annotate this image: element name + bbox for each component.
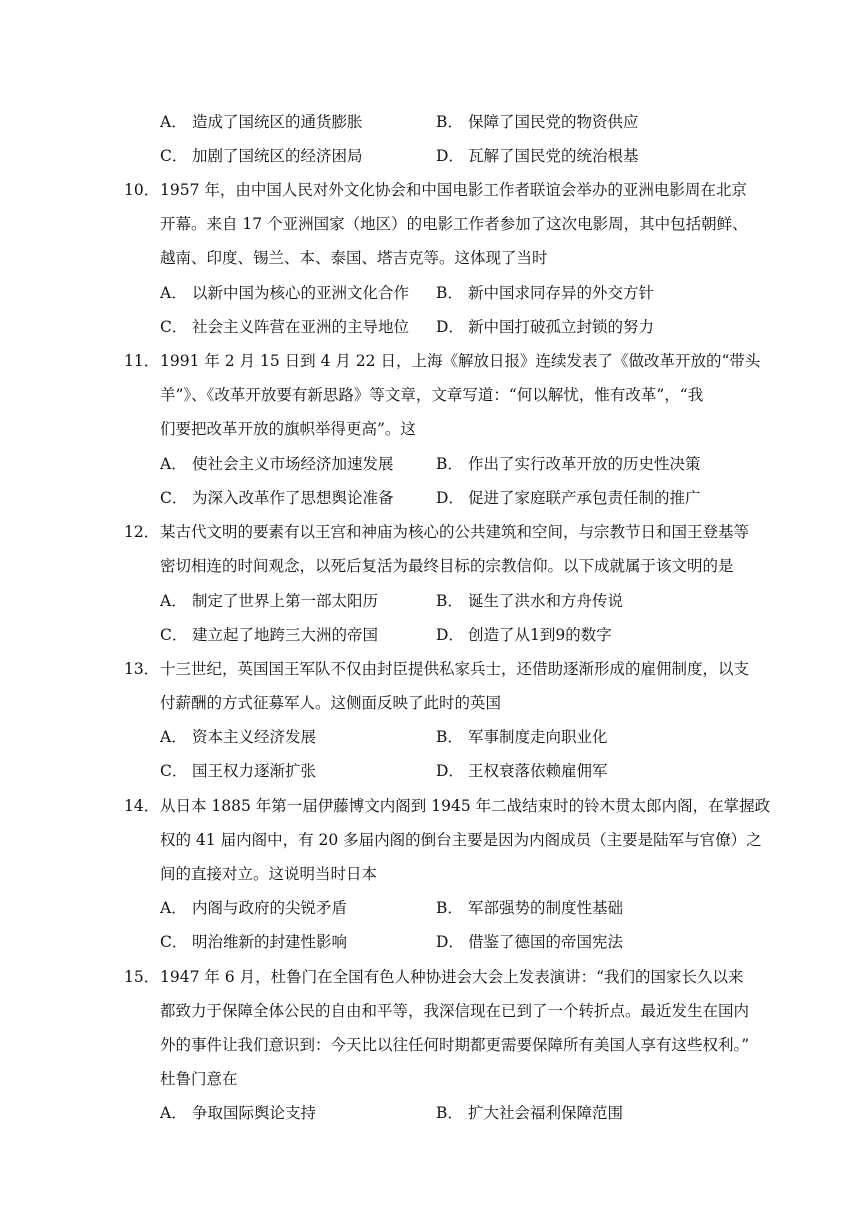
q14-option-c[interactable] (160, 930, 347, 954)
question-number: 12． (124, 523, 160, 541)
option-letter: D． (436, 318, 464, 336)
option-text: 王权衰落依赖雇佣军 (468, 762, 608, 780)
q13-stem-line (124, 657, 749, 681)
q14-stem-line (124, 794, 770, 818)
q10-stem-line: 越南、印度、锡兰、本、泰国、塔吉克等。这体现了当时 (160, 249, 548, 267)
q14-option-d[interactable] (436, 930, 623, 954)
q11-option-c[interactable] (160, 486, 394, 510)
option-letter: A． (160, 284, 187, 302)
option-letter: D． (436, 489, 464, 507)
option-letter: A． (160, 455, 187, 473)
q9-option-b[interactable] (436, 110, 639, 134)
q11-stem-line: 们要把改革开放的旗帜举得更高”。这 (160, 420, 416, 438)
q9-option-d[interactable] (436, 144, 639, 168)
option-letter: A． (160, 592, 187, 610)
q9-option-row-cd (160, 144, 800, 168)
option-letter: B． (436, 899, 463, 917)
q12-option-row-ab (160, 589, 800, 613)
q12-option-b[interactable] (436, 589, 623, 613)
q15-stem-line (124, 965, 744, 989)
q10-stem-line (124, 178, 747, 202)
option-text: 资本主义经济发展 (192, 728, 317, 746)
q9-option-c[interactable] (160, 144, 363, 168)
q12-option-a[interactable] (160, 589, 378, 613)
q14-option-row-cd (160, 930, 800, 954)
q10-option-d[interactable] (436, 315, 654, 339)
q13-option-a[interactable] (160, 725, 316, 749)
q10-option-b[interactable] (436, 281, 654, 305)
option-text: 促进了家庭联产承包责任制的推广 (468, 489, 701, 507)
option-letter: C． (160, 489, 188, 507)
option-letter: C． (160, 318, 188, 336)
q13-option-row-ab (160, 725, 800, 749)
q10-option-row-cd (160, 315, 800, 339)
q12-option-row-cd (160, 623, 800, 647)
option-text: 创造了从1到9的数字 (468, 626, 612, 644)
q12-stem-line: 密切相连的时间观念，以死后复活为最终目标的宗教信仰。以下成就属于该文明的是 (160, 557, 734, 575)
option-text: 作出了实行改革开放的历史性决策 (468, 455, 701, 473)
option-text: 建立起了地跨三大洲的帝国 (192, 626, 379, 644)
option-text: 争取国际舆论支持 (192, 1104, 317, 1122)
option-letter: B． (436, 592, 463, 610)
option-letter: B． (436, 455, 463, 473)
option-letter: D． (436, 147, 464, 165)
q15-option-a[interactable] (160, 1101, 316, 1125)
stem-text: 从日本 1885 年第一届伊藤博文内阁到 1945 年二战结束时的铃木贯太郎内阁，在掌握政 (160, 797, 771, 815)
option-letter: D． (436, 933, 464, 951)
q13-option-b[interactable] (436, 725, 608, 749)
option-letter: C． (160, 147, 188, 165)
option-letter: C． (160, 762, 188, 780)
option-letter: B． (436, 284, 463, 302)
option-text: 军部强势的制度性基础 (468, 899, 624, 917)
option-text: 造成了国统区的通货膨胀 (192, 113, 363, 131)
option-letter: A． (160, 113, 187, 131)
option-text: 内阁与政府的尖锐矛盾 (192, 899, 348, 917)
stem-text: 1957 年，由中国人民对外文化协会和中国电影工作者联谊会举办的亚洲电影周在北京 (160, 181, 747, 199)
q12-stem-line (124, 520, 749, 544)
q12-option-c[interactable] (160, 623, 378, 647)
stem-text: 某古代文明的要素有以王宫和神庙为核心的公共建筑和空间，与宗教节日和国王登基等 (160, 523, 750, 541)
option-text: 制定了世界上第一部太阳历 (192, 592, 379, 610)
option-text: 以新中国为核心的亚洲文化合作 (192, 284, 410, 302)
q11-stem-line (124, 349, 760, 373)
q10-option-a[interactable] (160, 281, 409, 305)
option-letter: A． (160, 899, 187, 917)
q10-option-c[interactable] (160, 315, 409, 339)
q11-option-a[interactable] (160, 452, 394, 476)
option-letter: B． (436, 728, 463, 746)
q13-option-row-cd (160, 759, 800, 783)
question-number: 13． (124, 660, 160, 678)
option-text: 新中国求同存异的外交方针 (468, 284, 655, 302)
option-letter: C． (160, 933, 188, 951)
q10-stem-line: 开幕。来自 17 个亚洲国家（地区）的电影工作者参加了这次电影周，其中包括朝鲜、 (160, 215, 748, 233)
q14-stem-line: 间的直接对立。这说明当时日本 (160, 865, 378, 883)
option-letter: B． (436, 113, 463, 131)
q11-stem-line: 羊”》、《改革开放要有新思路》等文章，文章写道：“何以解忧，惟有改革”，“我 (160, 386, 704, 404)
question-number: 14． (124, 797, 160, 815)
question-number: 11． (124, 352, 160, 370)
stem-text: 1991 年 2 月 15 日到 4 月 22 日，上海《解放日报》连续发表了《做改革开放的“带头 (160, 352, 761, 370)
option-text: 国王权力逐渐扩张 (192, 762, 317, 780)
q11-option-d[interactable] (436, 486, 701, 510)
option-text: 保障了国民党的物资供应 (468, 113, 639, 131)
q12-option-d[interactable] (436, 623, 612, 647)
q15-stem-line: 都致力于保障全体公民的自由和平等，我深信现在已到了一个转折点。最近发生在国内 (160, 1002, 750, 1020)
q10-option-row-ab (160, 281, 800, 305)
option-text: 新中国打破孤立封锁的努力 (468, 318, 655, 336)
q13-option-c[interactable] (160, 759, 316, 783)
option-letter: D． (436, 626, 464, 644)
q14-option-b[interactable] (436, 896, 623, 920)
q13-option-d[interactable] (436, 759, 608, 783)
option-text: 明治维新的封建性影响 (192, 933, 348, 951)
q11-option-row-ab (160, 452, 800, 476)
question-number: 10． (124, 181, 160, 199)
question-number: 15． (124, 968, 160, 986)
q13-stem-line: 付薪酬的方式征募军人。这侧面反映了此时的英国 (160, 694, 502, 712)
option-text: 社会主义阵营在亚洲的主导地位 (192, 318, 410, 336)
option-letter: C． (160, 626, 188, 644)
q9-option-a[interactable] (160, 110, 363, 134)
q15-stem-line: 外的事件让我们意识到：今天比以往任何时期都更需要保障所有美国人享有这些权利。” (160, 1036, 750, 1054)
option-text: 扩大社会福利保障范围 (468, 1104, 624, 1122)
q14-option-row-ab (160, 896, 800, 920)
option-letter: B． (436, 1104, 463, 1122)
option-text: 使社会主义市场经济加速发展 (192, 455, 394, 473)
option-text: 瓦解了国民党的统治根基 (468, 147, 639, 165)
option-letter: A． (160, 728, 187, 746)
q15-option-b[interactable] (436, 1101, 623, 1125)
q15-option-row-ab (160, 1101, 800, 1125)
option-text: 加剧了国统区的经济困局 (192, 147, 363, 165)
q14-option-a[interactable] (160, 896, 347, 920)
option-text: 为深入改革作了思想舆论准备 (192, 489, 394, 507)
q9-option-row-ab (160, 110, 800, 134)
q15-stem-line: 杜鲁门意在 (160, 1070, 238, 1088)
option-letter: D． (436, 762, 464, 780)
option-text: 诞生了洪水和方舟传说 (468, 592, 624, 610)
q11-option-row-cd (160, 486, 800, 510)
option-text: 军事制度走向职业化 (468, 728, 608, 746)
stem-text: 1947 年 6 月，杜鲁门在全国有色人种协进会大会上发表演讲：“我们的国家长久以来 (160, 968, 744, 986)
option-text: 借鉴了德国的帝国宪法 (468, 933, 624, 951)
q14-stem-line: 权的 41 届内阁中，有 20 多届内阁的倒台主要是因为内阁成员（主要是陆军与官僚）之 (160, 831, 762, 849)
stem-text: 十三世纪，英国国王军队不仅由封臣提供私家兵士，还借助逐渐形成的雇佣制度，以支 (160, 660, 750, 678)
option-letter: A． (160, 1104, 187, 1122)
q11-option-b[interactable] (436, 452, 701, 476)
